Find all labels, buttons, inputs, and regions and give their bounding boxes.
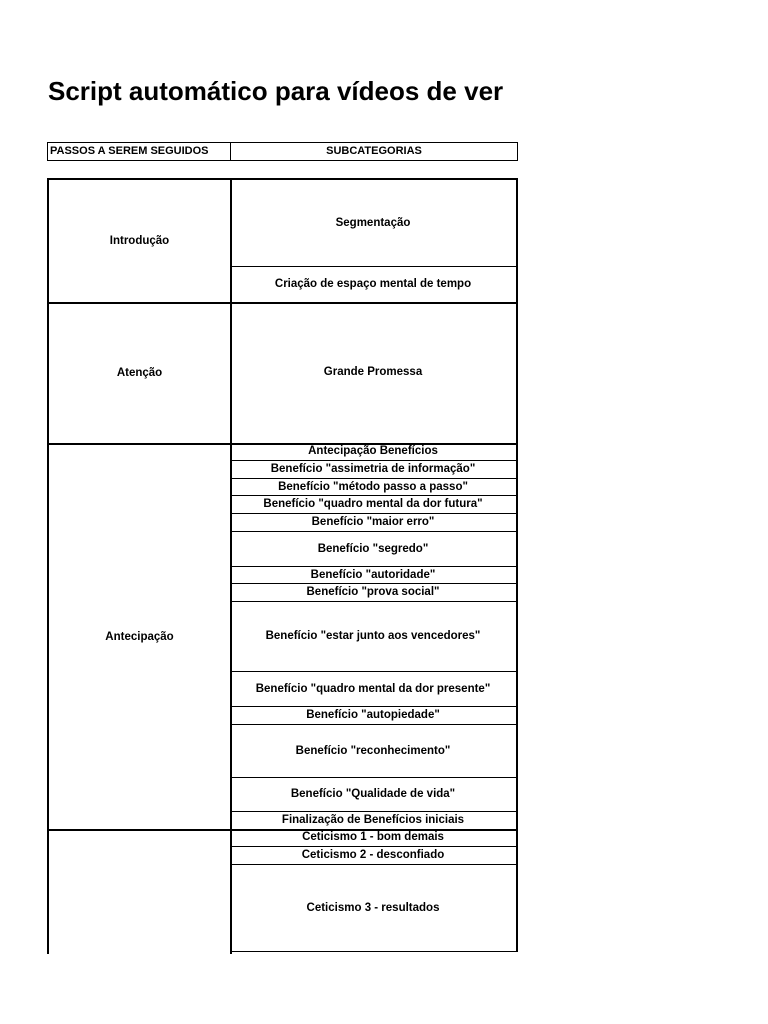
subcategory-cell: Benefício "quadro mental da dor futura" xyxy=(230,496,518,514)
step-cell-introducao: Introdução xyxy=(47,178,232,304)
subcategory-cell: Grande Promessa xyxy=(230,302,518,445)
subcategory-cell: Benefício "Qualidade de vida" xyxy=(230,778,518,812)
subcategory-cell: Ceticismo 3 - resultados xyxy=(230,865,518,952)
subcategory-cell: Benefício "autopiedade" xyxy=(230,707,518,725)
subcategory-cell: Benefício "assimetria de informação" xyxy=(230,461,518,479)
subcategory-cell: Benefício "método passo a passo" xyxy=(230,479,518,496)
subcategory-cell: Benefício "segredo" xyxy=(230,532,518,567)
step-cell-ceticismo xyxy=(47,829,232,954)
subcategory-cell: Benefício "estar junto aos vencedores" xyxy=(230,602,518,672)
header-subcategories: SUBCATEGORIAS xyxy=(230,142,518,161)
subcategory-cell: Benefício "autoridade" xyxy=(230,567,518,584)
subcategory-cell: Segmentação xyxy=(230,178,518,267)
step-cell-antecipacao: Antecipação xyxy=(47,443,232,831)
table-header-row xyxy=(47,142,518,161)
subcategory-cell: Ceticismo 1 - bom demais xyxy=(230,829,518,847)
subcategory-cell: Criação de espaço mental de tempo xyxy=(230,267,518,304)
header-steps: PASSOS A SEREM SEGUIDOS xyxy=(47,142,231,161)
document-title: Script automático para vídeos de ver xyxy=(48,76,504,106)
subcategory-cell: Benefício "quadro mental da dor presente" xyxy=(230,672,518,707)
subcategory-cell: Benefício "maior erro" xyxy=(230,514,518,532)
subcategory-cell: Benefício "prova social" xyxy=(230,584,518,602)
subcategory-cell: Ceticismo 2 - desconfiado xyxy=(230,847,518,865)
step-cell-atencao: Atenção xyxy=(47,302,232,445)
subcategory-cell: Finalização de Benefícios iniciais xyxy=(230,812,518,831)
subcategory-cell: Benefício "reconhecimento" xyxy=(230,725,518,778)
subcategory-cell: Antecipação Benefícios xyxy=(230,443,518,461)
script-table xyxy=(47,178,518,1008)
